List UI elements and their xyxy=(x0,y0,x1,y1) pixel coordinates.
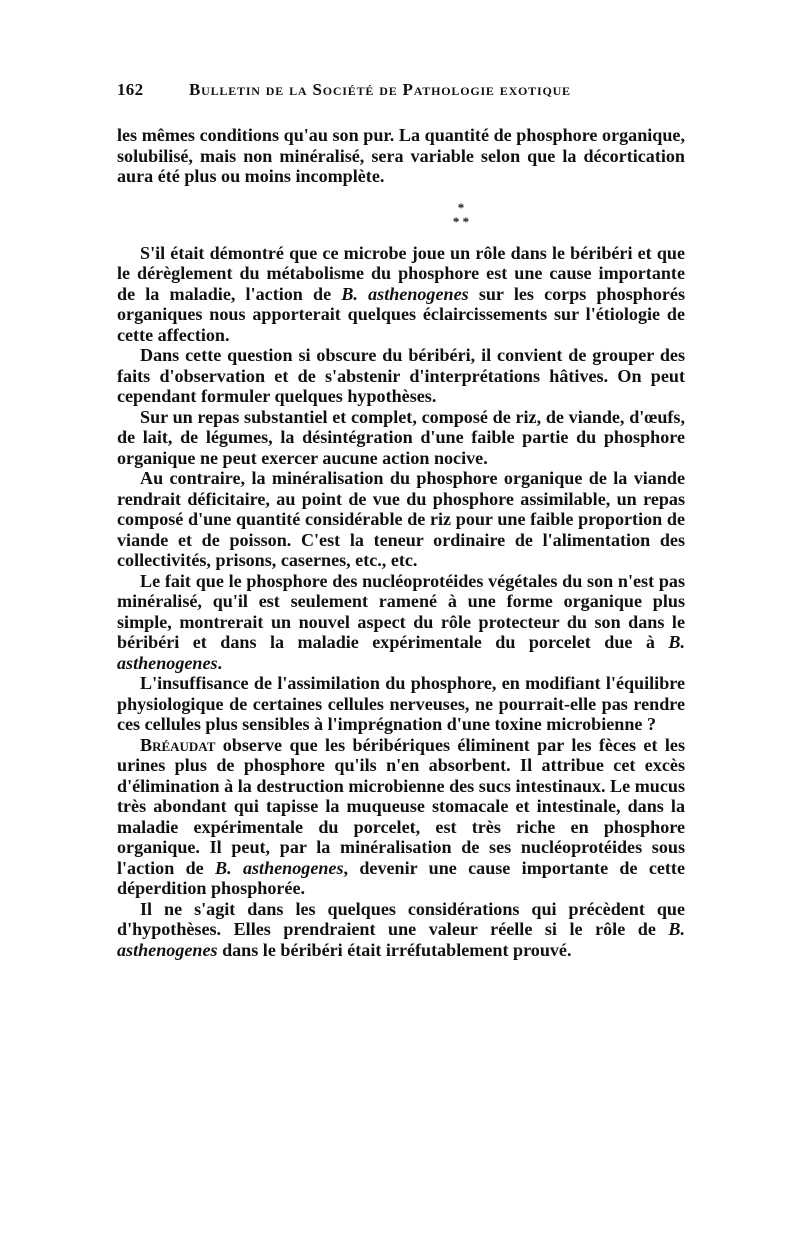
author-name: Bréaudat xyxy=(140,734,216,755)
separator-asterisk-top: * xyxy=(457,199,465,215)
paragraph-4-text: Sur un repas substantiel et complet, composé de riz, de viande, d'œufs, de lait, de légumes, la désintégration d'une faible partie du phosphore organique ne peut exercer aucune action nocive. xyxy=(117,406,685,468)
paragraph-6 xyxy=(117,571,685,674)
paragraph-1 xyxy=(117,125,685,187)
running-title: Bulletin de la Société de Pathologie exotique xyxy=(189,80,571,99)
paragraph-6-text-a: Le fait que le phosphore des nucléoprotéides végétales du son n'est pas minéralisé, qu'il est seulement ramené à une forme organique plus simple, montrerait un nouvel aspect du rôle protecteur du son dans le béribéri et dans la maladie expérimentale du porcelet due à xyxy=(117,570,685,652)
paragraph-9 xyxy=(117,899,685,961)
species-name: B. asthenogenes xyxy=(117,919,685,960)
species-name: B. asthenogenes xyxy=(117,632,685,673)
paragraph-2-text-a: S'il était démontré que ce microbe joue un rôle dans le béribéri et que le dérèglement du métabolisme du phosphore est une cause importante de la maladie, l'action de xyxy=(117,242,685,304)
paragraph-8-text-a: observe que les béribériques éliminent par les fèces et les urines plus de phosphore qu'ils n'en absorbent. Il attribue cet excès d'élimination à la destruction microbienne des sucs intestinaux. Le mucus très abondant qui tapisse la muqueuse stomacale et intestinale, dans la maladie expérimentale du porcelet, est très riche en phosphore organique. Il peut, par la minéralisation de ses nucléoprotéides sous l'action de xyxy=(117,734,685,878)
paragraph-3-text: Dans cette question si obscure du béribéri, il convient de grouper des faits d'observation et de s'abstenir d'interprétations hâtives. On peut cependant formuler quelques hypothèses. xyxy=(117,345,685,406)
separator-asterisks-bottom: * * xyxy=(452,213,470,229)
paragraph-7-text: L'insuffisance de l'assimilation du phosphore, en modifiant l'équilibre physiologique de certaines cellules nerveuses, ne pourrait-elle pas rendre ces cellules plus sensibles à l'imprégnation d'une toxine microbienne ? xyxy=(117,673,685,734)
paragraph-4 xyxy=(117,407,685,469)
paragraph-1-text: les mêmes conditions qu'au son pur. La quantité de phosphore organique, solubilisé, mais non minéralisé, sera variable selon que la décortication aura été plus ou moins incomplète. xyxy=(117,125,685,186)
paragraph-2-text-b: sur les corps phosphorés organiques nous apporterait quelques éclaircissements sur l'étiologie de cette affection. xyxy=(117,283,685,345)
paragraph-5-text: Au contraire, la minéralisation du phosphore organique de la viande rendrait déficitaire, au point de vue du phosphore assimilable, un repas composé d'une quantité considérable de riz pour une faible proportion de viande et de poisson. C'est la teneur ordinaire de l'alimentation des collectivités, prisons, casernes, etc., etc. xyxy=(117,468,685,570)
paragraph-9-text-a: Il ne s'agit dans les quelques considérations qui précèdent que d'hypothèses. Elles prendraient une valeur réelle si le rôle de xyxy=(117,898,685,939)
species-name: B. asthenogenes xyxy=(215,857,344,878)
paragraph-5 xyxy=(117,468,685,571)
section-separator xyxy=(117,201,685,229)
species-name: B. asthenogenes xyxy=(341,283,469,304)
paragraph-6-text-b: . xyxy=(217,652,223,673)
paragraph-3 xyxy=(117,345,685,407)
article-body xyxy=(117,125,685,960)
page-header xyxy=(117,80,697,100)
page-number: 162 xyxy=(117,80,144,99)
paragraph-8 xyxy=(117,735,685,899)
paragraph-9-text-b: dans le béribéri était irréfutablement prouvé. xyxy=(217,939,572,960)
paragraph-8-text-b: , devenir une cause importante de cette déperdition phosphorée. xyxy=(117,857,685,898)
paragraph-7 xyxy=(117,673,685,735)
paragraph-2 xyxy=(117,243,685,346)
